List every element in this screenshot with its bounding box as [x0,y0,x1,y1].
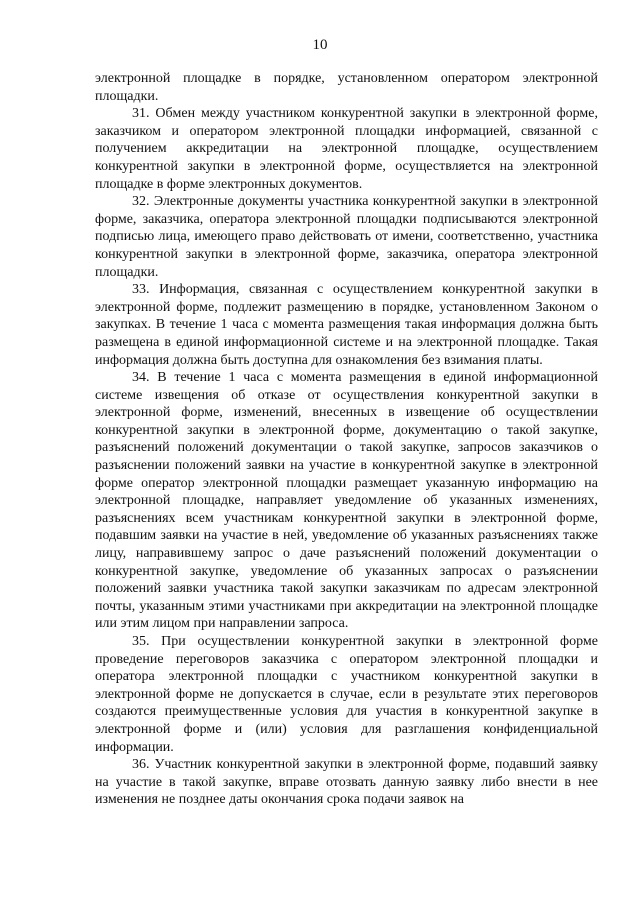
paragraph-33: 33. Информация, связанная с осуществлением конкурентной закупки в электронной форме, подлежит размещению в порядке, установленном Законом о закупках. В течение 1 часа с момента размещения такая информация должна быть размещена в единой информационной системе и на электронной площадке. Такая информация должна быть доступна для ознакомления без взимания платы. [95,282,598,368]
paragraph-34: 34. В течение 1 часа с момента размещения в единой информационной системе извещения об отказе от осуществления конкурентной закупки в электронной форме, изменений, внесенных в извещение об осуществлении конкурентной закупки в электронной форме, документацию о такой закупке, разъяснений положений документации о такой закупке, запросов заказчиков о разъяснении положений заявки на участие в конкурентной закупке в электронной форме оператор электронной площадки размещает указанную информацию на электронной площадке, направляет уведомление об указанных изменениях, разъяснениях всем участникам конкурентной закупки в электронной форме, подавшим заявки на участие в ней, уведомление об указанных разъяснениях также лицу, направившему запрос о даче разъяснений положений документации о конкурентной закупке, уведомление об указанных запросах о разъяснении положений заявки участника такой закупки заказчикам по адресам электронной почты, указанным этими участниками при аккредитации на электронной площадке или этим лицом при направлении запроса. [95,370,598,632]
paragraph-32: 32. Электронные документы участника конкурентной закупки в электронной форме, заказчика, оператора электронной площадки подписываются электронной подписью лица, имеющего право действовать от имени, соответственно, участника конкурентной закупки в электронной форме, заказчика, оператора электронной площадки. [95,194,598,280]
paragraph-continuation: электронной площадке в порядке, установленном оператором электронной площадки. [95,71,598,104]
paragraph-36: 36. Участник конкурентной закупки в электронной форме, подавший заявку на участие в такой закупке, вправе отозвать данную заявку либо внести в нее изменения не позднее даты окончания срока подачи заявок на [95,757,598,808]
document-body [95,70,598,809]
page-number: 10 [312,37,328,53]
paragraph-31: 31. Обмен между участником конкурентной закупки в электронной форме, заказчиком и оператором электронной площадки информацией, связанной с получением аккредитации на электронной площадке, осуществлением конкурентной закупки в электронной форме, осуществляется на электронной площадке в форме электронных документов. [95,106,598,192]
paragraph-35: 35. При осуществлении конкурентной закупки в электронной форме проведение переговоров заказчика с оператором электронной площадки и оператора электронной площадки с участником конкурентной закупки в электронной форме не допускается в случае, если в результате этих переговоров создаются преимущественные условия для участия в конкурентной закупке в электронной форме и (или) условия для разглашения конфиденциальной информации. [95,634,598,755]
